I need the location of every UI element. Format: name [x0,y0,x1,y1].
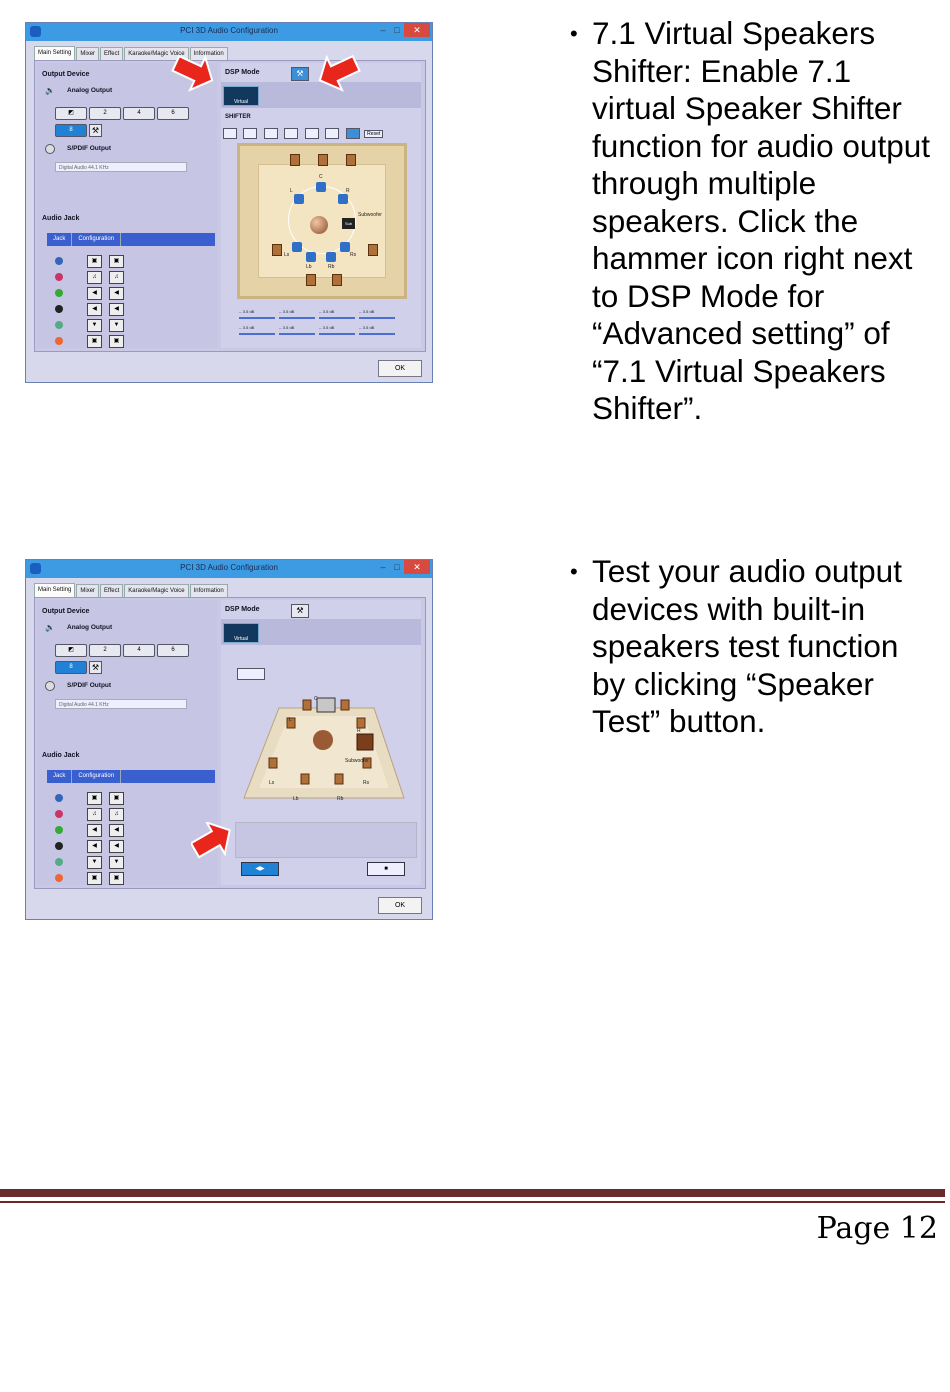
window-titlebar [26,23,432,41]
list-item [55,854,131,870]
jack-config-icon[interactable]: ▣ [87,872,102,885]
window-title: PCI 3D Audio Configuration [180,26,278,35]
jack-config-icon[interactable]: ▣ [87,792,102,805]
gain-row [239,309,399,319]
spdif-output-label: S/PDIF Output [67,682,112,689]
jack-config-icon[interactable]: ▼ [87,856,102,869]
analog-output-label: Analog Output [67,87,113,94]
jack-config-icon[interactable]: ▣ [109,792,124,805]
jack-config-icon[interactable]: ♫ [109,808,124,821]
configuration-col: Configuration [72,770,121,783]
jack-config-icon[interactable]: ▼ [109,856,124,869]
close-icon[interactable]: ✕ [404,23,430,37]
channel-6-button[interactable]: 6 [157,644,189,657]
tab-karaoke[interactable]: Karaoke/Magic Voice [124,47,188,60]
speaker-r-cabinet [346,154,356,166]
hammer-icon[interactable]: ⚒ [89,661,102,674]
list-item [55,838,131,854]
tab-main-setting[interactable]: Main Setting [34,46,75,60]
window-titlebar [26,560,432,578]
speaker-icon: 🔈 [45,623,55,632]
headphone-button[interactable]: ◩ [55,644,87,657]
maximize-icon[interactable]: □ [394,25,400,35]
stop-button[interactable]: ■ [367,862,405,876]
headphone-button[interactable]: ◩ [55,107,87,120]
speaker-rb-label: Rb [337,796,344,802]
speaker-c-label: C [314,696,318,702]
zoom-out-icon[interactable] [264,128,278,139]
maximize-icon[interactable]: □ [394,562,400,572]
tab-mixer[interactable]: Mixer [76,584,99,597]
screenshot-speaker-test [25,559,433,920]
bullet-icon: • [570,21,578,46]
jack-config-icon[interactable]: ◀ [87,824,102,837]
speaker-rs-label: Rs [363,780,370,786]
red-arrow-icon [191,822,237,868]
subwoofer-label: Subwoofer [358,212,382,218]
jack-config-icon[interactable]: ▣ [109,335,124,348]
shifter-label: SHIFTER [225,114,251,120]
hammer-icon[interactable]: ⚒ [89,124,102,137]
shift-icon[interactable] [346,128,360,139]
speaker-test-button[interactable]: ◀▶ [241,862,279,876]
jack-config-icon[interactable]: ▣ [87,255,102,268]
rotate-icon[interactable] [325,128,339,139]
speaker-ls-label: Ls [284,252,290,258]
ok-button[interactable]: OK [378,360,422,377]
gain-slider[interactable]: -- 3.5 dB [239,325,275,335]
speaker-rb-label: Rb [328,264,335,270]
spdif-rate-select[interactable]: Digital Audio 44.1 KHz [55,162,187,172]
list-item [55,333,131,349]
zoom-in-icon[interactable] [243,128,257,139]
speaker-c-cabinet [318,154,328,166]
virtual-mode-button[interactable]: Virtual [223,86,259,106]
red-arrow-icon [318,53,364,99]
tab-mixer[interactable]: Mixer [76,47,99,60]
list-item [55,806,131,822]
speaker-r[interactable] [338,194,348,204]
speaker-l-label: L [289,717,292,723]
tab-effect[interactable]: Effect [100,47,123,60]
footer-rule-thick [0,1189,945,1197]
analog-output-label: Analog Output [67,624,113,631]
speaker-ls-label: Ls [269,780,275,786]
reset-button[interactable]: Reset [364,130,383,138]
dsp-mode-label: DSP Mode [225,606,260,613]
output-device-heading: Output Device [42,608,90,615]
footer-rule-thin [0,1201,945,1203]
jack-col: Jack [47,770,72,783]
audio-jack-heading: Audio Jack [42,752,80,759]
speaker-c-label: C [319,174,323,180]
shifter-toolbar [221,125,421,139]
tab-information[interactable]: Information [190,584,228,597]
jack-config-icon[interactable]: ♫ [87,808,102,821]
red-arrow-icon [168,53,214,99]
speaker-ls[interactable] [292,242,302,252]
gain-slider[interactable]: -- 3.5 dB [279,325,315,335]
spdif-rate-select[interactable]: Digital Audio 44.1 KHz [55,699,187,709]
speaker-room[interactable] [237,143,407,299]
subwoofer-box[interactable]: Sub [342,218,355,229]
audio-jack-heading: Audio Jack [42,215,80,222]
speaker-lb-cabinet [306,274,316,286]
list-item [55,285,131,301]
dsp-mode-label: DSP Mode [225,69,260,76]
jack-config-icon[interactable]: ◀ [109,824,124,837]
ok-button[interactable]: OK [378,897,422,914]
list-item [55,870,131,886]
jack-config-icon[interactable]: ▣ [87,335,102,348]
speaker-l-label: L [290,188,293,194]
bullet-text: 7.1 Virtual Speakers Shifter: Enable 7.1 virtual Speaker Shifter function for audio output through multiple speakers. Click the hammer icon right next to DSP Mode for “Advanced setting” of “7.1 Virtual Speakers Shifter”. [592,15,930,426]
page-number: Page 12 [816,1211,938,1246]
speaker-rb-cabinet [332,274,342,286]
gain-slider[interactable]: -- 3.5 dB [319,309,355,319]
gain-row [239,325,399,335]
dsp-hammer-button[interactable]: ⚒ [291,67,309,81]
speaker-rs[interactable] [340,242,350,252]
gain-slider[interactable]: -- 3.5 dB [359,325,395,335]
bullet-text: Test your audio output devices with built-in speakers test function by clicking “Speaker Test” button. [592,553,902,739]
jack-col: Jack [47,233,72,246]
jack-config-icon[interactable]: ◀ [109,303,124,316]
speaker-rs-label: Rs [350,252,357,258]
speaker-l[interactable] [294,194,304,204]
speaker-icon: 🔈 [45,86,55,95]
speaker-lb-label: Lb [306,264,312,270]
output-device-heading: Output Device [42,71,90,78]
rotate-right-icon[interactable] [305,128,319,139]
channel-8-button[interactable]: 8 [55,661,87,674]
speaker-mode-icon[interactable] [237,668,265,680]
jack-config-icon[interactable]: ▼ [109,319,124,332]
gain-slider[interactable]: -- 3.5 dB [319,325,355,335]
speaker-ls-cabinet [272,244,282,256]
jack-config-icon[interactable]: ◀ [87,840,102,853]
close-icon[interactable]: ✕ [404,560,430,574]
tab-karaoke[interactable]: Karaoke/Magic Voice [124,584,188,597]
jack-config-icon[interactable]: ◀ [87,287,102,300]
list-item [55,790,131,806]
channel-4-button[interactable]: 4 [123,644,155,657]
bullet-icon: • [570,559,578,584]
jack-table-header [47,770,215,783]
speaker-mode-icon[interactable] [223,128,237,139]
gain-slider[interactable]: -- 3.5 dB [279,309,315,319]
list-item [55,301,131,317]
window-title: PCI 3D Audio Configuration [180,563,278,572]
configuration-col: Configuration [72,233,121,246]
jack-config-icon[interactable]: ▣ [109,255,124,268]
channel-2-button[interactable]: 2 [89,644,121,657]
tab-information[interactable]: Information [190,47,228,60]
jack-config-icon[interactable]: ◀ [87,303,102,316]
dsp-hammer-button[interactable]: ⚒ [291,604,309,618]
channel-2-button[interactable]: 2 [89,107,121,120]
jack-config-icon[interactable]: ◀ [109,287,124,300]
channel-8-button[interactable]: 8 [55,124,87,137]
spdif-output-label: S/PDIF Output [67,145,112,152]
speaker-stage[interactable] [239,688,409,808]
list-item [55,253,131,269]
list-item [55,317,131,333]
spdif-radio[interactable] [45,144,55,154]
speaker-rs-cabinet [368,244,378,256]
minimize-icon[interactable]: – [380,562,386,572]
jack-list [55,253,131,349]
gain-slider[interactable]: -- 3.5 dB [239,309,275,319]
channel-4-button[interactable]: 4 [123,107,155,120]
spdif-radio[interactable] [45,681,55,691]
channel-6-button[interactable]: 6 [157,107,189,120]
jack-table-header [47,233,215,246]
jack-config-icon[interactable]: ♫ [87,271,102,284]
jack-list [55,790,131,886]
speaker-rb[interactable] [326,252,336,262]
virtual-mode-button[interactable]: Virtual [223,623,259,643]
tab-main-setting[interactable]: Main Setting [34,583,75,597]
speaker-r-label: R [346,188,350,194]
jack-config-icon[interactable]: ♫ [109,271,124,284]
speaker-l-cabinet [290,154,300,166]
disabled-options-area [235,822,417,858]
list-item [55,822,131,838]
list-item [55,269,131,285]
speaker-lb-label: Lb [293,796,299,802]
screenshot-dsp-shifter [25,22,433,383]
subwoofer-label: Subwoofer [345,758,369,764]
tab-effect[interactable]: Effect [100,584,123,597]
speaker-lb[interactable] [306,252,316,262]
jack-config-icon[interactable]: ◀ [109,840,124,853]
listener-ball [310,216,328,234]
rotate-left-icon[interactable] [284,128,298,139]
speaker-c[interactable] [316,182,326,192]
gain-slider[interactable]: -- 3.5 dB [359,309,395,319]
speaker-r-label: R [357,728,361,734]
jack-config-icon[interactable]: ▼ [87,319,102,332]
jack-config-icon[interactable]: ▣ [109,872,124,885]
minimize-icon[interactable]: – [380,25,386,35]
